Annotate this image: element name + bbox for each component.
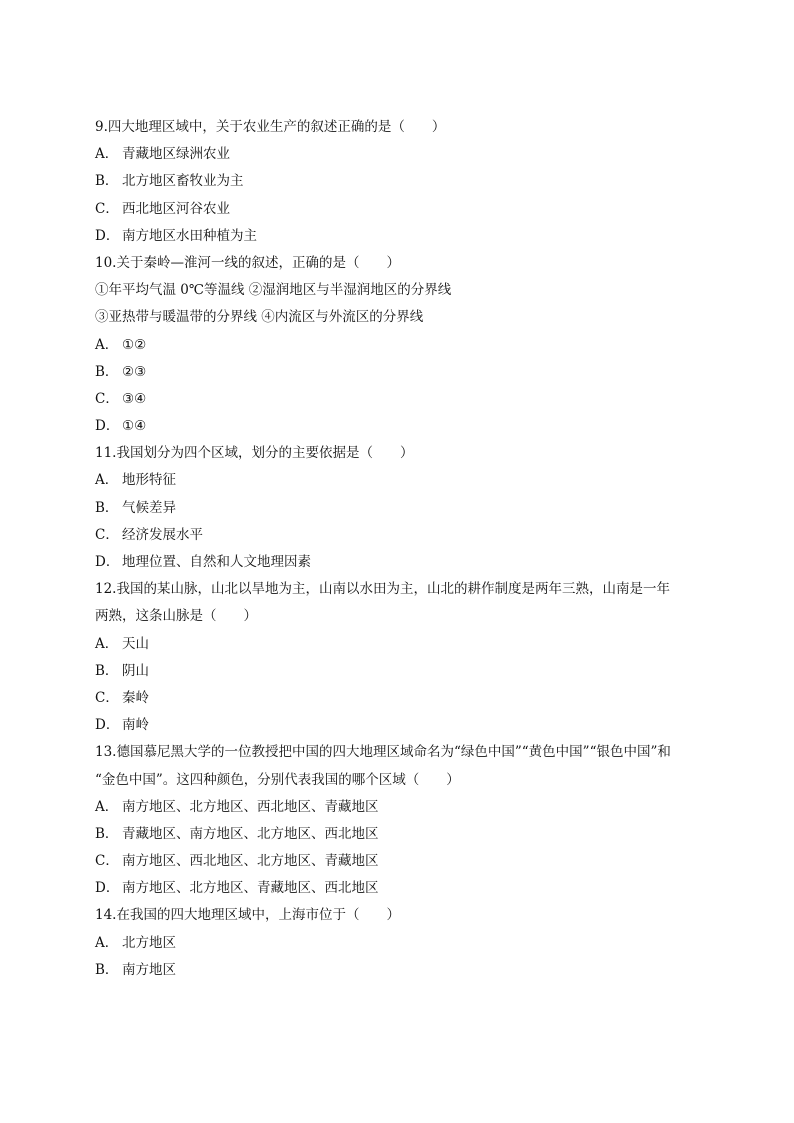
- option-letter: A．: [95, 336, 119, 353]
- option-text: ①②: [122, 336, 147, 353]
- question-statement: ①年平均气温 0℃等温线 ②湿润地区与半湿润地区的分界线: [95, 282, 452, 299]
- option-text: 青藏地区绿洲农业: [122, 146, 230, 163]
- option-d[interactable]: [95, 549, 705, 576]
- option-text: 阴山: [122, 662, 149, 679]
- option-b[interactable]: [95, 957, 705, 984]
- option-text: 青藏地区、南方地区、北方地区、西北地区: [122, 825, 379, 842]
- option-letter: B．: [95, 662, 119, 679]
- option-text: 气候差异: [122, 499, 176, 516]
- option-a[interactable]: [95, 141, 705, 168]
- option-letter: D．: [95, 717, 120, 734]
- option-letter: A．: [95, 635, 119, 652]
- option-text: 地理位置、自然和人文地理因素: [122, 554, 311, 570]
- option-b[interactable]: [95, 168, 705, 195]
- option-c[interactable]: [95, 685, 705, 712]
- option-a[interactable]: [95, 794, 705, 821]
- option-letter: C．: [95, 689, 119, 706]
- option-c[interactable]: [95, 196, 705, 223]
- question-statement: ③亚热带与暖温带的分界线 ④内流区与外流区的分界线: [95, 309, 424, 326]
- option-letter: A．: [95, 798, 119, 815]
- option-letter: B．: [95, 825, 119, 842]
- question-stem: 9.四大地理区域中，关于农业生产的叙述正确的是（ ）: [95, 119, 446, 135]
- question-stem: 13.德国慕尼黑大学的一位教授把中国的四大地理区域命名为“绿色中国”“黄色中国”“银色中国”和: [95, 744, 671, 761]
- option-a[interactable]: [95, 930, 705, 957]
- option-text: 西北地区河谷农业: [122, 200, 230, 217]
- option-c[interactable]: [95, 386, 705, 413]
- option-text: ②③: [122, 363, 147, 380]
- option-text: 地形特征: [122, 472, 176, 489]
- option-letter: D．: [95, 418, 120, 435]
- option-text: 天山: [122, 635, 149, 652]
- option-letter: B．: [95, 961, 119, 978]
- option-text: 经济发展水平: [122, 526, 203, 543]
- option-text: 南方地区、北方地区、青藏地区、西北地区: [122, 880, 379, 897]
- option-text: ①④: [122, 418, 147, 435]
- option-text: 南方地区、西北地区、北方地区、青藏地区: [122, 853, 379, 870]
- exam-page: [95, 114, 705, 984]
- option-text: 南方地区水田种植为主: [122, 227, 257, 244]
- option-b[interactable]: [95, 821, 705, 848]
- question-9: [95, 114, 705, 250]
- option-letter: C．: [95, 853, 119, 870]
- option-letter: B．: [95, 499, 119, 516]
- option-text: 北方地区畜牧业为主: [122, 173, 244, 190]
- option-letter: A．: [95, 146, 119, 163]
- option-text: 北方地区: [122, 934, 176, 951]
- question-stem: 14.在我国的四大地理区域中，上海市位于（ ）: [95, 907, 400, 924]
- option-letter: D．: [95, 227, 120, 244]
- option-d[interactable]: [95, 875, 705, 902]
- question-stem: 11.我国划分为四个区域，划分的主要依据是（ ）: [95, 445, 414, 462]
- option-c[interactable]: [95, 522, 705, 549]
- option-letter: A．: [95, 472, 119, 489]
- option-letter: C．: [95, 390, 119, 407]
- option-a[interactable]: [95, 467, 705, 494]
- question-13: [95, 739, 705, 902]
- option-letter: C．: [95, 526, 119, 543]
- option-b[interactable]: [95, 359, 705, 386]
- option-letter: C．: [95, 200, 119, 217]
- option-letter: A．: [95, 934, 119, 951]
- option-text: 南方地区: [122, 961, 176, 978]
- question-12: [95, 576, 705, 739]
- option-letter: B．: [95, 173, 119, 190]
- question-stem-continued: 两熟，这条山脉是（ ）: [95, 608, 257, 625]
- option-d[interactable]: [95, 413, 705, 440]
- question-stem: 10.关于秦岭—淮河一线的叙述，正确的是（ ）: [95, 254, 400, 271]
- question-11: [95, 440, 705, 576]
- question-14: [95, 902, 705, 984]
- option-a[interactable]: [95, 631, 705, 658]
- option-a[interactable]: [95, 332, 705, 359]
- option-d[interactable]: [95, 712, 705, 739]
- option-letter: D．: [95, 554, 120, 570]
- option-text: 秦岭: [122, 689, 149, 706]
- option-text: ③④: [122, 390, 147, 407]
- option-text: 南岭: [122, 717, 149, 734]
- option-b[interactable]: [95, 658, 705, 685]
- question-stem: 12.我国的某山脉，山北以旱地为主，山南以水田为主，山北的耕作制度是两年三熟，山南是一年: [95, 581, 670, 598]
- option-letter: B．: [95, 363, 119, 380]
- option-c[interactable]: [95, 848, 705, 875]
- option-letter: D．: [95, 880, 120, 897]
- question-stem-continued: “金色中国”。这四种颜色，分别代表我国的哪个区域（ ）: [95, 771, 460, 788]
- option-d[interactable]: [95, 223, 705, 250]
- question-10: [95, 250, 705, 440]
- option-b[interactable]: [95, 495, 705, 522]
- option-text: 南方地区、北方地区、西北地区、青藏地区: [122, 798, 379, 815]
